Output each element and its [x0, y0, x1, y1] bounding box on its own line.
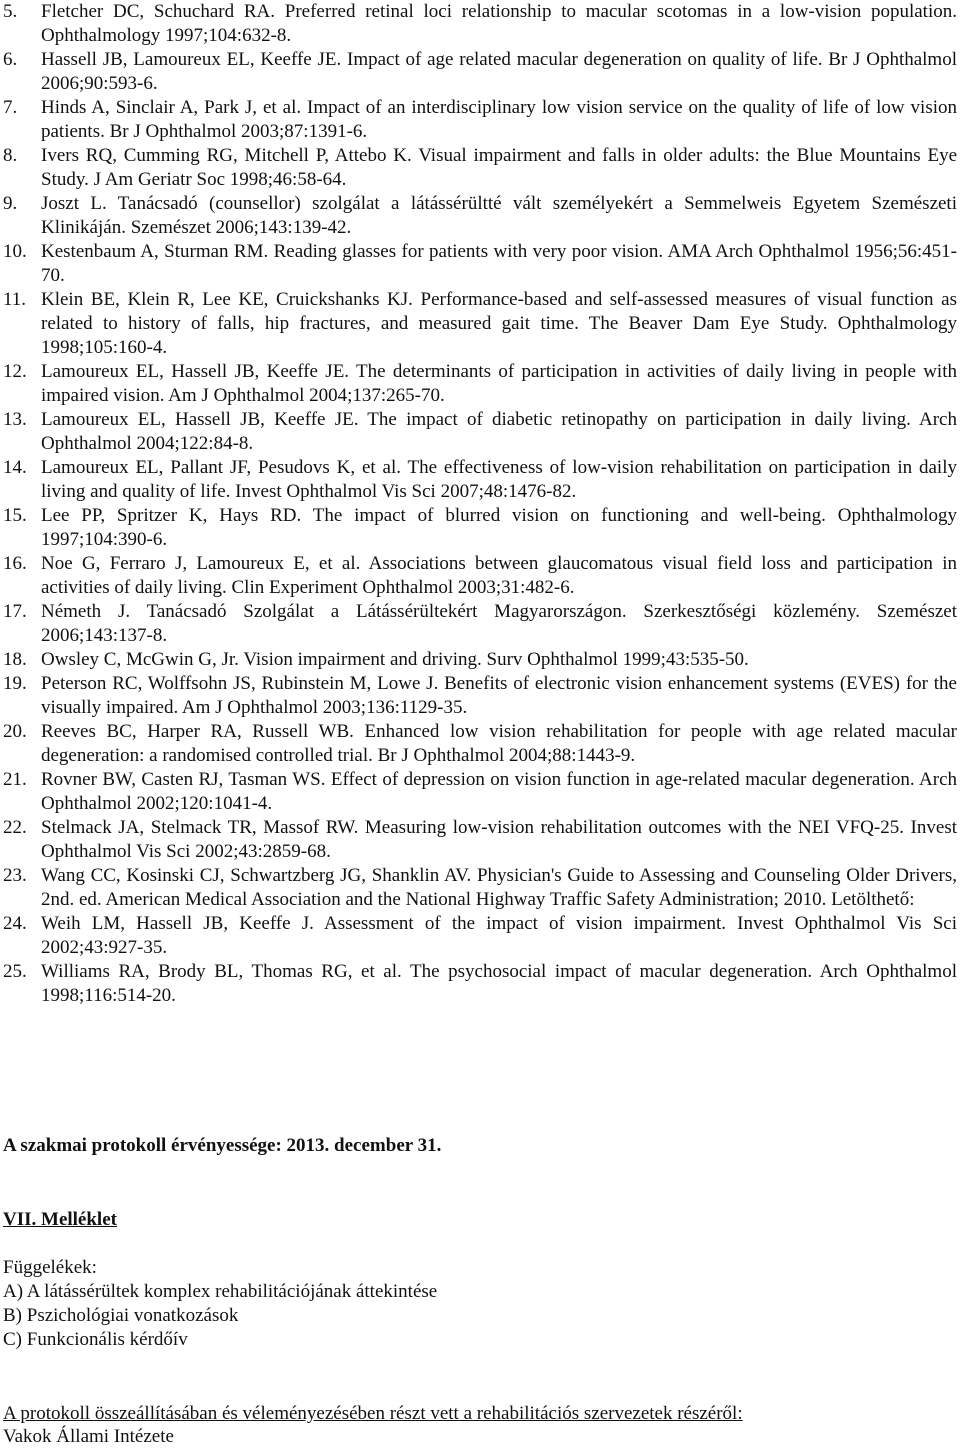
reference-number: 24. [3, 913, 27, 934]
appendix-item: B) Pszichológiai vonatkozások [3, 1305, 239, 1326]
reference-number: 8. [3, 145, 18, 166]
appendix-item: A) A látássérültek komplex rehabilitációjának áttekintése [3, 1281, 438, 1302]
reference-text: Rovner BW, Casten RJ, Tasman WS. Effect of depression on vision function in age-related macular degeneration. Arch Ophthalmol 2002;120:1041-4. [41, 769, 957, 814]
appendix-list [3, 1280, 437, 1352]
reference-text: Weih LM, Hassell JB, Keeffe J. Assessment of the impact of vision impairment. Invest Ophthalmol Vis Sci 2002;43:927-35. [41, 913, 957, 958]
reference-text: Hinds A, Sinclair A, Park J, et al. Impact of an interdisciplinary low vision service on the quality of life of low vision patients. Br J Ophthalmol 2003;87:1391-6. [41, 97, 957, 142]
reference-item [3, 456, 957, 504]
reference-number: 7. [3, 97, 18, 118]
reference-item [3, 504, 957, 552]
reference-number: 9. [3, 193, 18, 214]
reference-text: Owsley C, McGwin G, Jr. Vision impairment and driving. Surv Ophthalmol 1999;43:535-50. [41, 649, 749, 670]
reference-number: 10. [3, 241, 27, 262]
reference-number: 23. [3, 865, 27, 886]
reference-item [3, 552, 957, 600]
reference-number: 6. [3, 49, 18, 70]
reference-item [3, 240, 957, 288]
reference-item [3, 408, 957, 456]
reference-text: Lamoureux EL, Hassell JB, Keeffe JE. The determinants of participation in activities of daily living in people with impaired vision. Am J Ophthalmol 2004;137:265-70. [41, 361, 957, 406]
reference-text: Hassell JB, Lamoureux EL, Keeffe JE. Impact of age related macular degeneration on quality of life. Br J Ophthalmol 2006;90:593-6. [41, 49, 957, 94]
reference-item [3, 360, 957, 408]
reference-item [3, 0, 957, 48]
reference-text: Williams RA, Brody BL, Thomas RG, et al. The psychosocial impact of macular degeneration. Arch Ophthalmol 1998;116:514-20. [41, 961, 957, 1006]
reference-item [3, 912, 957, 960]
reference-text: Lee PP, Spritzer K, Hays RD. The impact of blurred vision on functioning and well-being. Ophthalmology 1997;104:390-6. [41, 505, 957, 550]
reference-number: 20. [3, 721, 27, 742]
reference-item [3, 600, 957, 648]
reference-number: 15. [3, 505, 27, 526]
reference-number: 21. [3, 769, 27, 790]
reference-number: 5. [3, 1, 18, 22]
reference-number: 22. [3, 817, 27, 838]
reference-item [3, 816, 957, 864]
reference-item [3, 672, 957, 720]
protocol-validity: A szakmai protokoll érvényessége: 2013. december 31. [3, 1135, 442, 1156]
reference-text: Noe G, Ferraro J, Lamoureux E, et al. Associations between glaucomatous visual field loss and participation in activities of daily living. Clin Experiment Ophthalmol 2003;31:482-6. [41, 553, 957, 598]
reference-number: 14. [3, 457, 27, 478]
reference-number: 16. [3, 553, 27, 574]
reference-text: Kestenbaum A, Sturman RM. Reading glasses for patients with very poor vision. AMA Arch Ophthalmol 1956;56:451-70. [41, 241, 957, 286]
reference-item [3, 720, 957, 768]
reference-text: Reeves BC, Harper RA, Russell WB. Enhanced low vision rehabilitation for people with age related macular degeneration: a randomised controlled trial. Br J Ophthalmol 2004;88:1443-9. [41, 721, 957, 766]
reference-text: Ivers RQ, Cumming RG, Mitchell P, Attebo K. Visual impairment and falls in older adults: the Blue Mountains Eye Study. J Am Geriatr Soc 1998;46:58-64. [41, 145, 957, 190]
reference-number: 17. [3, 601, 27, 622]
contributors-heading: A protokoll összeállításában és véleményezésében részt vett a rehabilitációs szervezetek részéről: [3, 1403, 743, 1424]
reference-item [3, 864, 957, 912]
reference-number: 12. [3, 361, 27, 382]
reference-text: Peterson RC, Wolffsohn JS, Rubinstein M, Lowe J. Benefits of electronic vision enhancement systems (EVES) for the visually impaired. Am J Ophthalmol 2003;136:1129-35. [41, 673, 957, 718]
reference-item [3, 960, 957, 1008]
reference-text: Stelmack JA, Stelmack TR, Massof RW. Measuring low-vision rehabilitation outcomes with the NEI VFQ-25. Invest Ophthalmol Vis Sci 2002;43:2859-68. [41, 817, 957, 862]
reference-number: 11. [3, 289, 27, 310]
reference-list [3, 0, 957, 1032]
reference-item [3, 1008, 957, 1032]
reference-number: 25. [3, 961, 27, 982]
reference-text: Lamoureux EL, Hassell JB, Keeffe JE. The impact of diabetic retinopathy on participation in daily living. Arch Ophthalmol 2004;122:84-8. [41, 409, 957, 454]
reference-item [3, 288, 957, 360]
reference-text: Joszt L. Tanácsadó (counsellor) szolgálat a látássérültté vált személyekért a Semmelweis Egyetem Szemészeti Klinikáján. Szemészet 2006;143:139-42. [41, 193, 957, 238]
reference-text: Wang CC, Kosinski CJ, Schwartzberg JG, Shanklin AV. Physician's Guide to Assessing and Counseling Older Drivers, 2nd. ed. American Medical Association and the National Highway Traffic Safety Administration; 2010. Letölthető: [41, 865, 957, 910]
reference-text: Németh J. Tanácsadó Szolgálat a Látássérültekért Magyarországon. Szerkesztőségi közlemény. Szemészet 2006;143:137-8. [41, 601, 957, 646]
appendix-item: C) Funkcionális kérdőív [3, 1329, 188, 1350]
reference-text-with-link [41, 1008, 957, 1032]
appendix-label: Függelékek: [3, 1257, 97, 1278]
reference-item [3, 48, 957, 96]
reference-item [3, 144, 957, 192]
reference-item [3, 648, 957, 672]
reference-number: 18. [3, 649, 27, 670]
reference-item [3, 192, 957, 240]
contributor-organization: Vakok Állami Intézete [3, 1426, 174, 1447]
reference-number: 13. [3, 409, 27, 430]
reference-item [3, 768, 957, 816]
reference-text: Klein BE, Klein R, Lee KE, Cruickshanks KJ. Performance-based and self-assessed measures of visual function as related to history of falls, hip fractures, and measured gait time. The Beaver Dam Eye Study. Ophthalmology 1998;105:160-4. [41, 289, 957, 358]
reference-text: Lamoureux EL, Pallant JF, Pesudovs K, et al. The effectiveness of low-vision rehabilitation on participation in daily living and quality of life. Invest Ophthalmol Vis Sci 2007;48:1476-82. [41, 457, 957, 502]
section-heading: VII. Melléklet [3, 1209, 117, 1230]
reference-item [3, 96, 957, 144]
reference-number: 19. [3, 673, 27, 694]
reference-text: Fletcher DC, Schuchard RA. Preferred retinal loci relationship to macular scotomas in a low-vision population. Ophthalmology 1997;104:632-8. [41, 1, 957, 46]
